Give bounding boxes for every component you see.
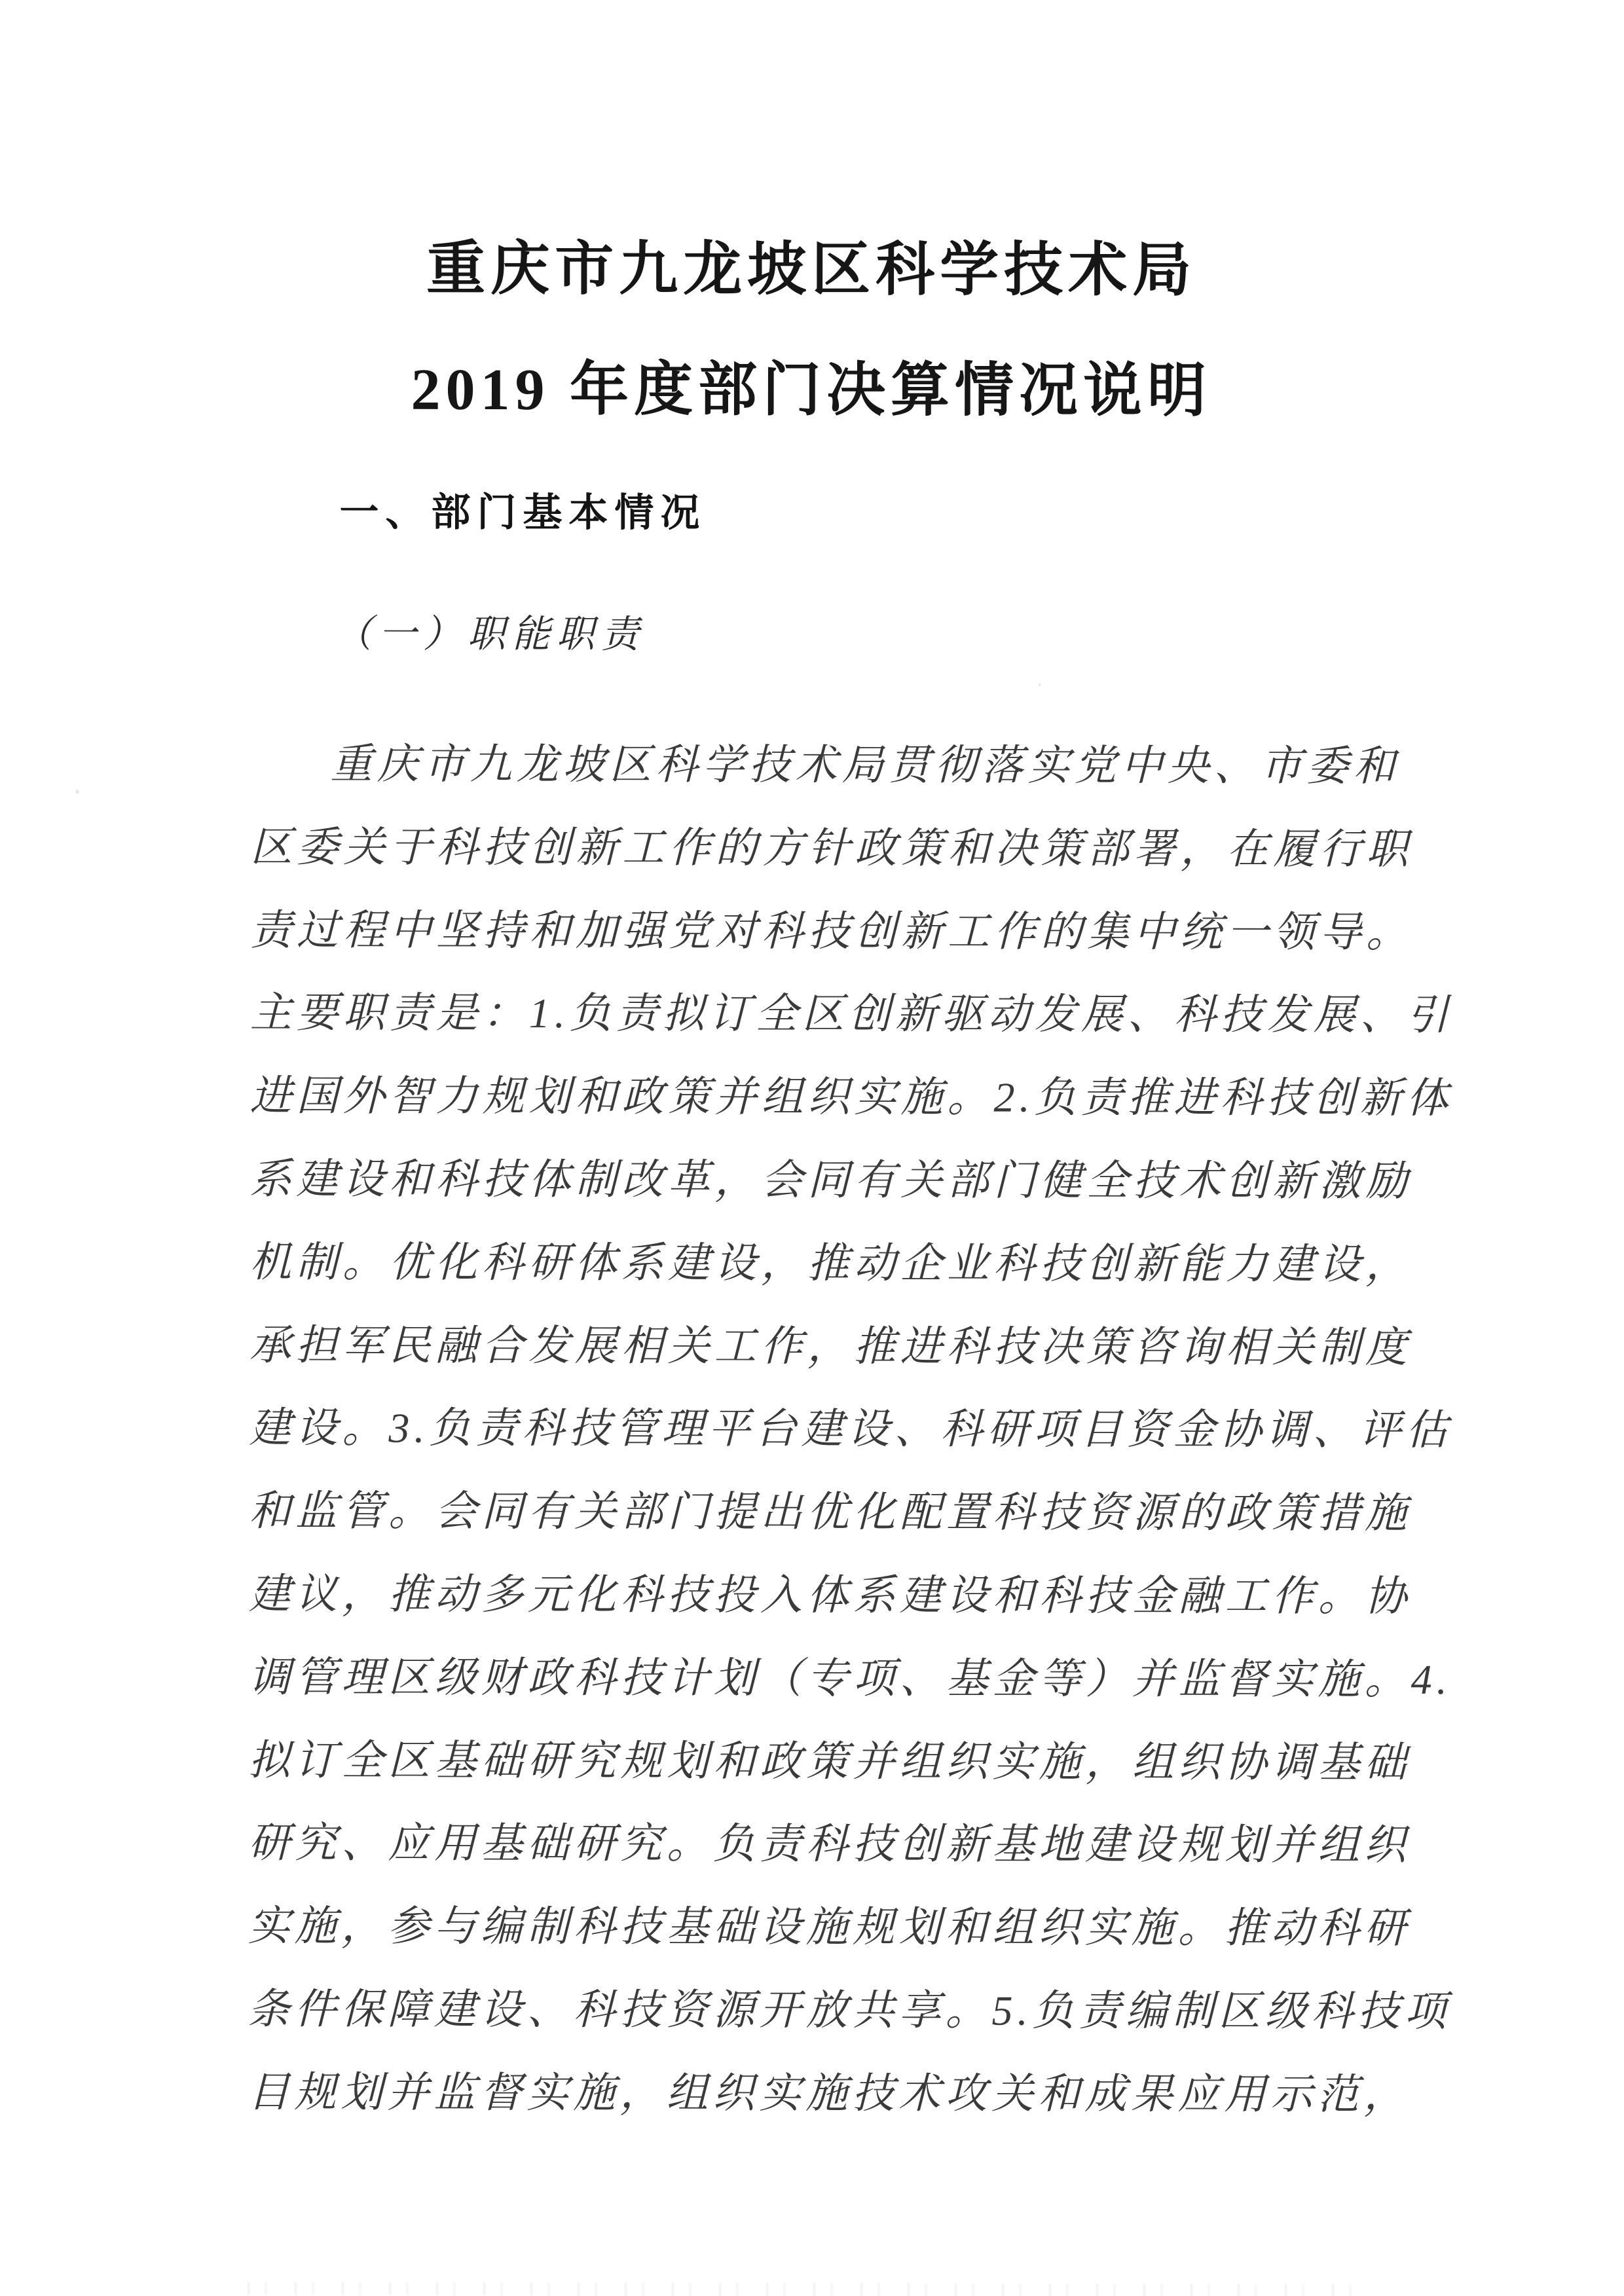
paragraph-line: 区委关于科技创新工作的方针政策和决策部署，在履行职 [250, 824, 1413, 873]
paragraph-line: 目规划并监督实施，组织实施技术攻关和成果应用示范， [248, 2068, 1411, 2118]
paragraph-line: 研究、应用基础研究。负责科技创新基地建设规划并组织 [248, 1819, 1411, 1869]
document-title-line1: 重庆市九龙坡区科学技术局 [426, 236, 1197, 304]
subsection-heading: （一）职能职责 [333, 612, 646, 656]
scan-speck [75, 790, 79, 794]
paragraph-line: 拟订全区基础研究规划和政策并组织实施，组织协调基础 [248, 1736, 1411, 1786]
paragraph-line: 建议，推动多元化科技投入体系建设和科技金融工作。协 [248, 1571, 1411, 1620]
paragraph-line: 进国外智力规划和政策并组织实施。2.负责推进科技创新体 [249, 1072, 1453, 1122]
document-title-line2: 2019 年度部门决算情况说明 [411, 357, 1212, 424]
scan-speck [1039, 683, 1041, 686]
paragraph-line: 条件保障建设、科技资源开放共享。5.负责编制区级科技项 [248, 1986, 1451, 2035]
paragraph-line: 和监管。会同有关部门提出优化配置科技资源的政策措施 [249, 1487, 1412, 1537]
paragraph-line: 建设。3.负责科技管理平台建设、科研项目资金协调、评估 [249, 1404, 1452, 1454]
paragraph-line: 机制。优化科研体系建设，推动企业科技创新能力建设， [249, 1238, 1412, 1288]
paragraph-line: 系建设和科技体制改革，会同有关部门健全技术创新激励 [249, 1156, 1412, 1205]
paragraph-line: 实施，参与编制科技基础设施规划和组织实施。推动科研 [248, 1903, 1411, 1952]
paragraph-line: 重庆市九龙坡区科学技术局贯彻落实党中央、市委和 [330, 740, 1400, 790]
section-heading: 一、部门基本情况 [339, 490, 707, 535]
paragraph-line: 承担军民融合发展相关工作，推进科技决策咨询相关制度 [249, 1321, 1412, 1371]
paragraph-block [248, 723, 1453, 2136]
paragraph-line: 责过程中坚持和加强党对科技创新工作的集中统一领导。 [249, 906, 1413, 956]
paragraph-line: 主要职责是：1.负责拟订全区创新驱动发展、科技发展、引 [249, 989, 1453, 1039]
paragraph-line: 调管理区级财政科技计划（专项、基金等）并监督实施。4. [248, 1653, 1452, 1703]
bottom-cutoff-artifact [248, 2282, 1379, 2296]
